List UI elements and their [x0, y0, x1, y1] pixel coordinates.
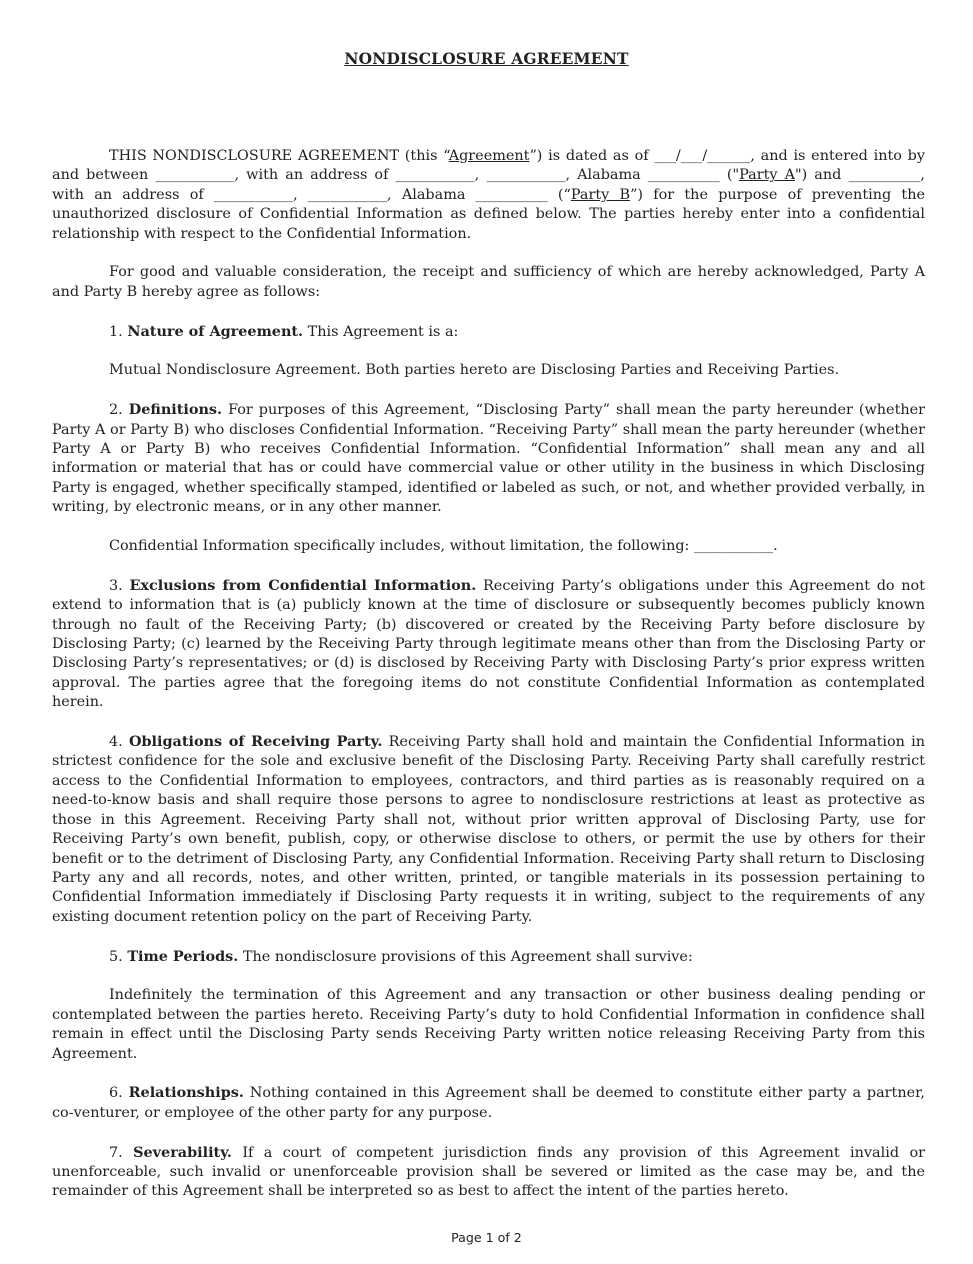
section-1 — [52, 322, 925, 342]
section-4 — [52, 732, 925, 927]
intro-text-2: ”) is dated as of ___/___/______, and is entered into by and between ___________, with an address of ___________, ___________, Alabama __________ (" — [52, 148, 925, 184]
section-2 — [52, 400, 925, 517]
section-6-number: 6. — [109, 1085, 123, 1102]
confidential-includes-paragraph: Confidential Information specifically includes, without limitation, the following: ___________. — [109, 538, 778, 555]
mutual-paragraph: Mutual Nondisclosure Agreement. Both parties hereto are Disclosing Parties and Receiving Parties. — [109, 362, 840, 379]
section-2-number: 2. — [109, 402, 123, 419]
section-7-heading: Severability. — [133, 1143, 232, 1161]
section-3-number: 3. — [109, 577, 123, 594]
section-3 — [52, 576, 925, 713]
section-7-text: If a court of competent jurisdiction finds any provision of this Agreement invalid or unenforceable, such invalid or unenforceable provision shall be severed or limited as the case may be, and the remainder of this Agreement shall be interpreted so as best to affect the intent of the parties hereto. — [52, 1144, 925, 1200]
section-5-text: The nondisclosure provisions of this Agreement shall survive: — [242, 948, 693, 965]
indefinitely-paragraph: Indefinitely the termination of this Agreement and any transaction or other business dealing pending or contemplated between the parties hereto. Receiving Party’s duty to hold Confidential Information in confidence shall remain in effect until the Disclosing Party sends Receiving Party written notice releasing Receiving Party from this Agreement. — [52, 987, 925, 1062]
intro-text-3: ") and __________, with an address of ___________, ___________, Alabama __________ (“ — [52, 167, 925, 203]
intro-paragraph — [52, 147, 925, 244]
document-title: NONDISCLOSURE AGREEMENT — [344, 50, 629, 68]
section-2-text: For purposes of this Agreement, “Disclosing Party” shall mean the party hereunder (whether Party A or Party B) who discloses Confidential Information. “Receiving Party” shall mean the party hereunder (whether Party A or Party B) who receives Confidential Information. “Confidential Information” shall mean any and all information or material that has or could have commercial value or other utility in the business in which Disclosing Party is engaged, whether specifically stamped, identified or labeled as such, or not, and whether provided verbally, in writing, by electronic means, or in any other manner. — [52, 402, 926, 516]
section-1-number: 1. — [109, 323, 123, 340]
section-4-text: Receiving Party shall hold and maintain the Confidential Information in strictest confidence for the sole and exclusive benefit of the Disclosing Party. Receiving Party shall carefully restrict access to the Confidential Information to employees, contractors, and third parties as is reasonably required on a need-to-know basis and shall require those persons to agree to nondisclosure restrictions at least as protective as those in this Agreement. Receiving Party shall not, without prior written approval of Disclosing Party, use for Receiving Party’s own benefit, publish, copy, or otherwise disclose to others, or permit the use by others for their benefit or to the detriment of Disclosing Party, any Confidential Information. Receiving Party shall return to Disclosing Party any and all records, notes, and other written, printed, or tangible materials in its possession pertaining to Confidential Information immediately if Disclosing Party requests it in writing, subject to the requirements of any existing document retention policy on the part of Receiving Party. — [52, 734, 925, 925]
section-5-number: 5. — [109, 948, 123, 965]
consideration-paragraph: For good and valuable consideration, the receipt and sufficiency of which are hereby acknowledged, Party A and Party B hereby agree as follows: — [52, 264, 925, 300]
section-1-text: This Agreement is a: — [307, 323, 459, 340]
section-3-text: Receiving Party’s obligations under this Agreement do not extend to information that is (a) publicly known at the time of disclosure or subsequently becomes publicly known through no fault of the Receiving Party; (b) discovered or created by the Receiving Party before disclosure by Disclosing Party; (c) learned by the Receiving Party through legitimate means other than from the Disclosing Party or Disclosing Party’s representatives; or (d) is disclosed by Receiving Party with Disclosing Party’s prior express written approval. The parties agree that the foregoing items do not constitute Confidential Information as contemplated herein. — [52, 577, 926, 711]
page-number: Page 1 of 2 — [451, 1230, 522, 1245]
intro-text-4: ”) for the purpose of preventing the unauthorized disclosure of Confidential Information as defined below. The parties hereby enter into a confidential relationship with respect to the Confidential Information. — [52, 186, 925, 242]
section-4-number: 4. — [109, 734, 123, 751]
section-5-heading: Time Periods. — [127, 947, 239, 965]
section-2-heading: Definitions. — [128, 401, 223, 419]
document-body — [52, 147, 925, 1202]
section-3-heading: Exclusions from Confidential Information. — [129, 576, 477, 594]
agreement-term: Agreement — [448, 148, 530, 164]
intro-text-1: THIS NONDISCLOSURE AGREEMENT (this “ — [109, 148, 449, 164]
section-1-heading: Nature of Agreement. — [127, 322, 304, 340]
section-7-number: 7. — [109, 1144, 123, 1161]
section-6 — [52, 1083, 925, 1123]
section-6-heading: Relationships. — [128, 1084, 244, 1102]
party-b-term: Party B — [570, 186, 631, 203]
section-4-heading: Obligations of Receiving Party. — [128, 733, 383, 751]
section-6-text: Nothing contained in this Agreement shall be deemed to constitute either party a partner, co-venturer, or employee of the other party for any purpose. — [52, 1085, 925, 1121]
section-7 — [52, 1143, 925, 1202]
section-5 — [52, 947, 925, 967]
party-a-term: Party A — [739, 167, 795, 184]
